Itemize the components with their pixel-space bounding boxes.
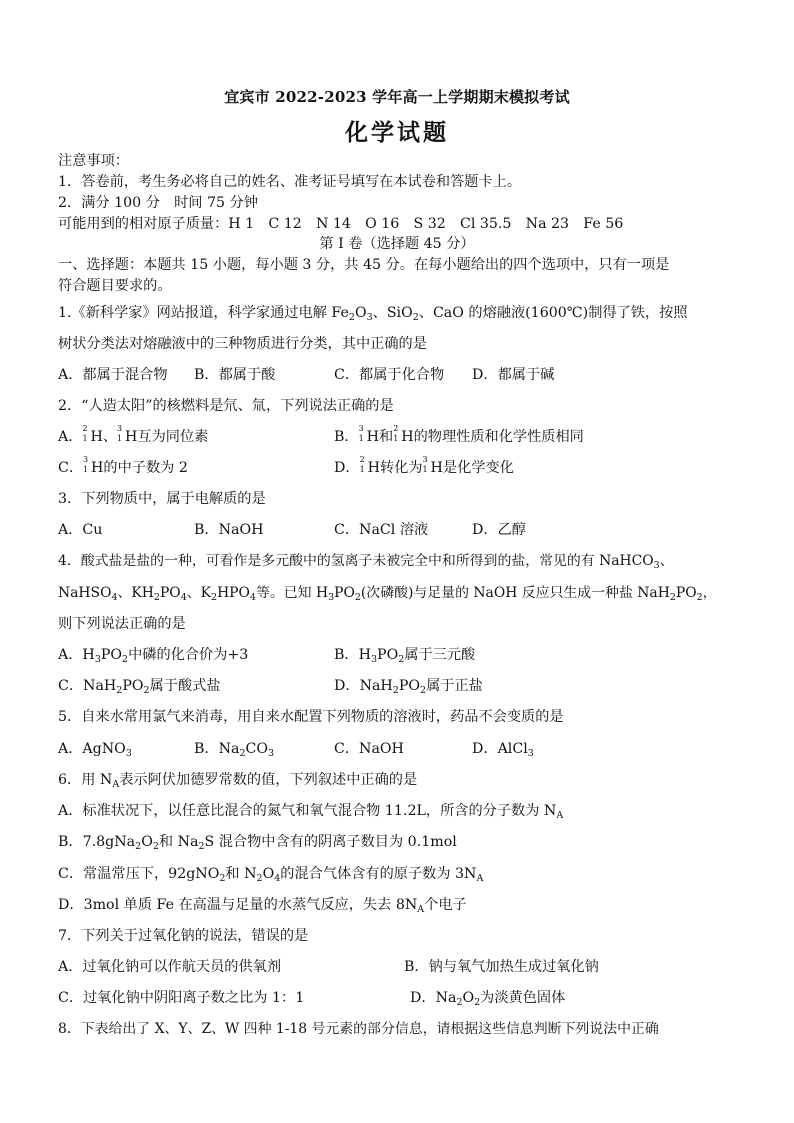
q4-option-b: B．$H_3PO_2$属于三元酸 xyxy=(334,647,476,665)
q4-stem-line3: 则下列说法正确的是 xyxy=(58,616,186,632)
q6-option-b: B．$7.8gNa_2O_2$和 $Na_2S$ 混合物中含有的阴离子数目为 0.1mol xyxy=(58,834,457,852)
notice-item-1: 1．答卷前，考生务必将自己的姓名、准考证号填写在本试卷和答题卡上。 xyxy=(58,174,522,190)
exam-title: 宜宾市 2022-2023 学年高一上学期期末模拟考试 xyxy=(224,88,570,106)
notice-item-2: 2．满分 100 分 时间 75 分钟 xyxy=(58,195,258,211)
q2-option-d: D． 2 1 H转化为 3 1 H是化学变化 xyxy=(334,455,514,476)
q3-stem: 3．下列物质中，属于电解质的是 xyxy=(58,491,266,507)
q3-option-a: A．Cu xyxy=(58,522,103,538)
q5-option-b: B．$Na_2CO_3$ xyxy=(194,741,275,759)
atomic-masses: 可能用到的相对原子质量：H 1 C 12 N 14 O 16 S 32 Cl 35.5 Na 23 Fe 56 xyxy=(58,216,624,232)
q7-stem: 7．下列关于过氧化钠的说法，错误的是 xyxy=(58,928,309,944)
q6-stem: 6．用 $N_A$表示阿伏加德罗常数的值，下列叙述中正确的是 xyxy=(58,772,418,790)
q4-option-d: D．$NaH_2PO_2$属于正盐 xyxy=(334,678,483,696)
q7-option-b: B．钠与氧气加热生成过氧化钠 xyxy=(404,959,599,975)
q6-option-c: C．常温常压下，92gNO$_2$和 $N_2O_4$的混合气体含有的原子数为 $3N_A$ xyxy=(58,866,484,884)
q3-option-c: C．NaCl 溶液 xyxy=(334,522,429,538)
q1-stem-line1: 1.《新科学家》网站报道，科学家通过电解 $Fe_2O_3$、SiO$_2$、CaO 的熔融液(1600℃)制得了铁，按照 xyxy=(58,305,688,323)
q2-option-c: C． 3 1 H的中子数为 2 xyxy=(58,455,188,476)
q1-stem-line2: 树状分类法对熔融液中的三种物质进行分类，其中正确的是 xyxy=(58,336,427,352)
q1-option-d: D．都属于碱 xyxy=(472,367,555,383)
q3-option-b: B．NaOH xyxy=(194,522,264,538)
q1-option-b: B．都属于酸 xyxy=(194,367,276,383)
subject-title: 化学试题 xyxy=(345,119,449,146)
section-intro-1: 一、选择题：本题共 15 小题，每小题 3 分，共 45 分。在每小题给出的四个选项中，只有一项是 xyxy=(58,257,670,273)
q4-option-a: A．$H_3PO_2$中磷的化合价为+3 xyxy=(58,647,249,665)
q4-stem-line1: 4．酸式盐是盐的一种，可看作是多元酸中的氢离子未被完全中和所得到的盐，常见的有 NaHCO$_3$、 xyxy=(58,553,674,571)
q2-option-b: B． 3 1 H和 2 1 H的物理性质和化学性质相同 xyxy=(334,424,584,445)
q5-option-d: D．AlCl$_3$ xyxy=(472,741,534,759)
deuterium-symbol: 2 1 xyxy=(82,424,88,443)
q5-option-a: A．AgNO$_3$ xyxy=(58,741,132,759)
q8-stem: 8．下表给出了 X、Y、Z、W 四种 1-18 号元素的部分信息，请根据这些信息判断下列说法中正确 xyxy=(58,1021,659,1037)
q1-option-a: A．都属于混合物 xyxy=(58,367,168,383)
section-intro-2: 符合题目要求的。 xyxy=(58,278,172,294)
q2-stem: 2．“人造太阳”的核燃料是氘、氚，下列说法正确的是 xyxy=(58,398,394,414)
q2-option-a: A． 2 1 H、 3 1 H互为同位素 xyxy=(58,424,209,445)
q7-option-a: A．过氧化钠可以作航天员的供氧剂 xyxy=(58,959,282,975)
q5-option-c: C．NaOH xyxy=(334,741,404,757)
tritium-symbol: 3 1 xyxy=(117,424,123,443)
q1-option-c: C．都属于化合物 xyxy=(334,367,445,383)
q7-option-d: D．$Na_2O_2$为淡黄色固体 xyxy=(410,990,566,1008)
q4-stem-line2: NaHSO$_4$、$KH_2PO_4$、$K_2HPO_4$等。已知 $H_3PO_2$(次磷酸)与足量的 NaOH 反应只生成一种盐 $NaH_2PO_2$， xyxy=(58,585,717,603)
q4-option-c: C．$NaH_2PO_2$属于酸式盐 xyxy=(58,678,221,696)
notice-heading: 注意事项： xyxy=(58,153,129,169)
q5-stem: 5．自来水常用氯气来消毒，用自来水配置下列物质的溶液时，药品不会变质的是 xyxy=(58,709,564,725)
q7-option-c: C．过氧化钠中阴阳离子数之比为 1：1 xyxy=(58,990,305,1006)
q3-option-d: D．乙醇 xyxy=(472,522,526,538)
q6-option-a: A．标准状况下，以任意比混合的氮气和氧气混合物 11.2L，所含的分子数为 $N_A$ xyxy=(58,803,564,821)
q6-option-d: D．3mol 单质 Fe 在高温与足量的水蒸气反应，失去 $8N_A$个电子 xyxy=(58,897,467,915)
part-heading: 第 I 卷（选择题 45 分） xyxy=(319,236,475,252)
